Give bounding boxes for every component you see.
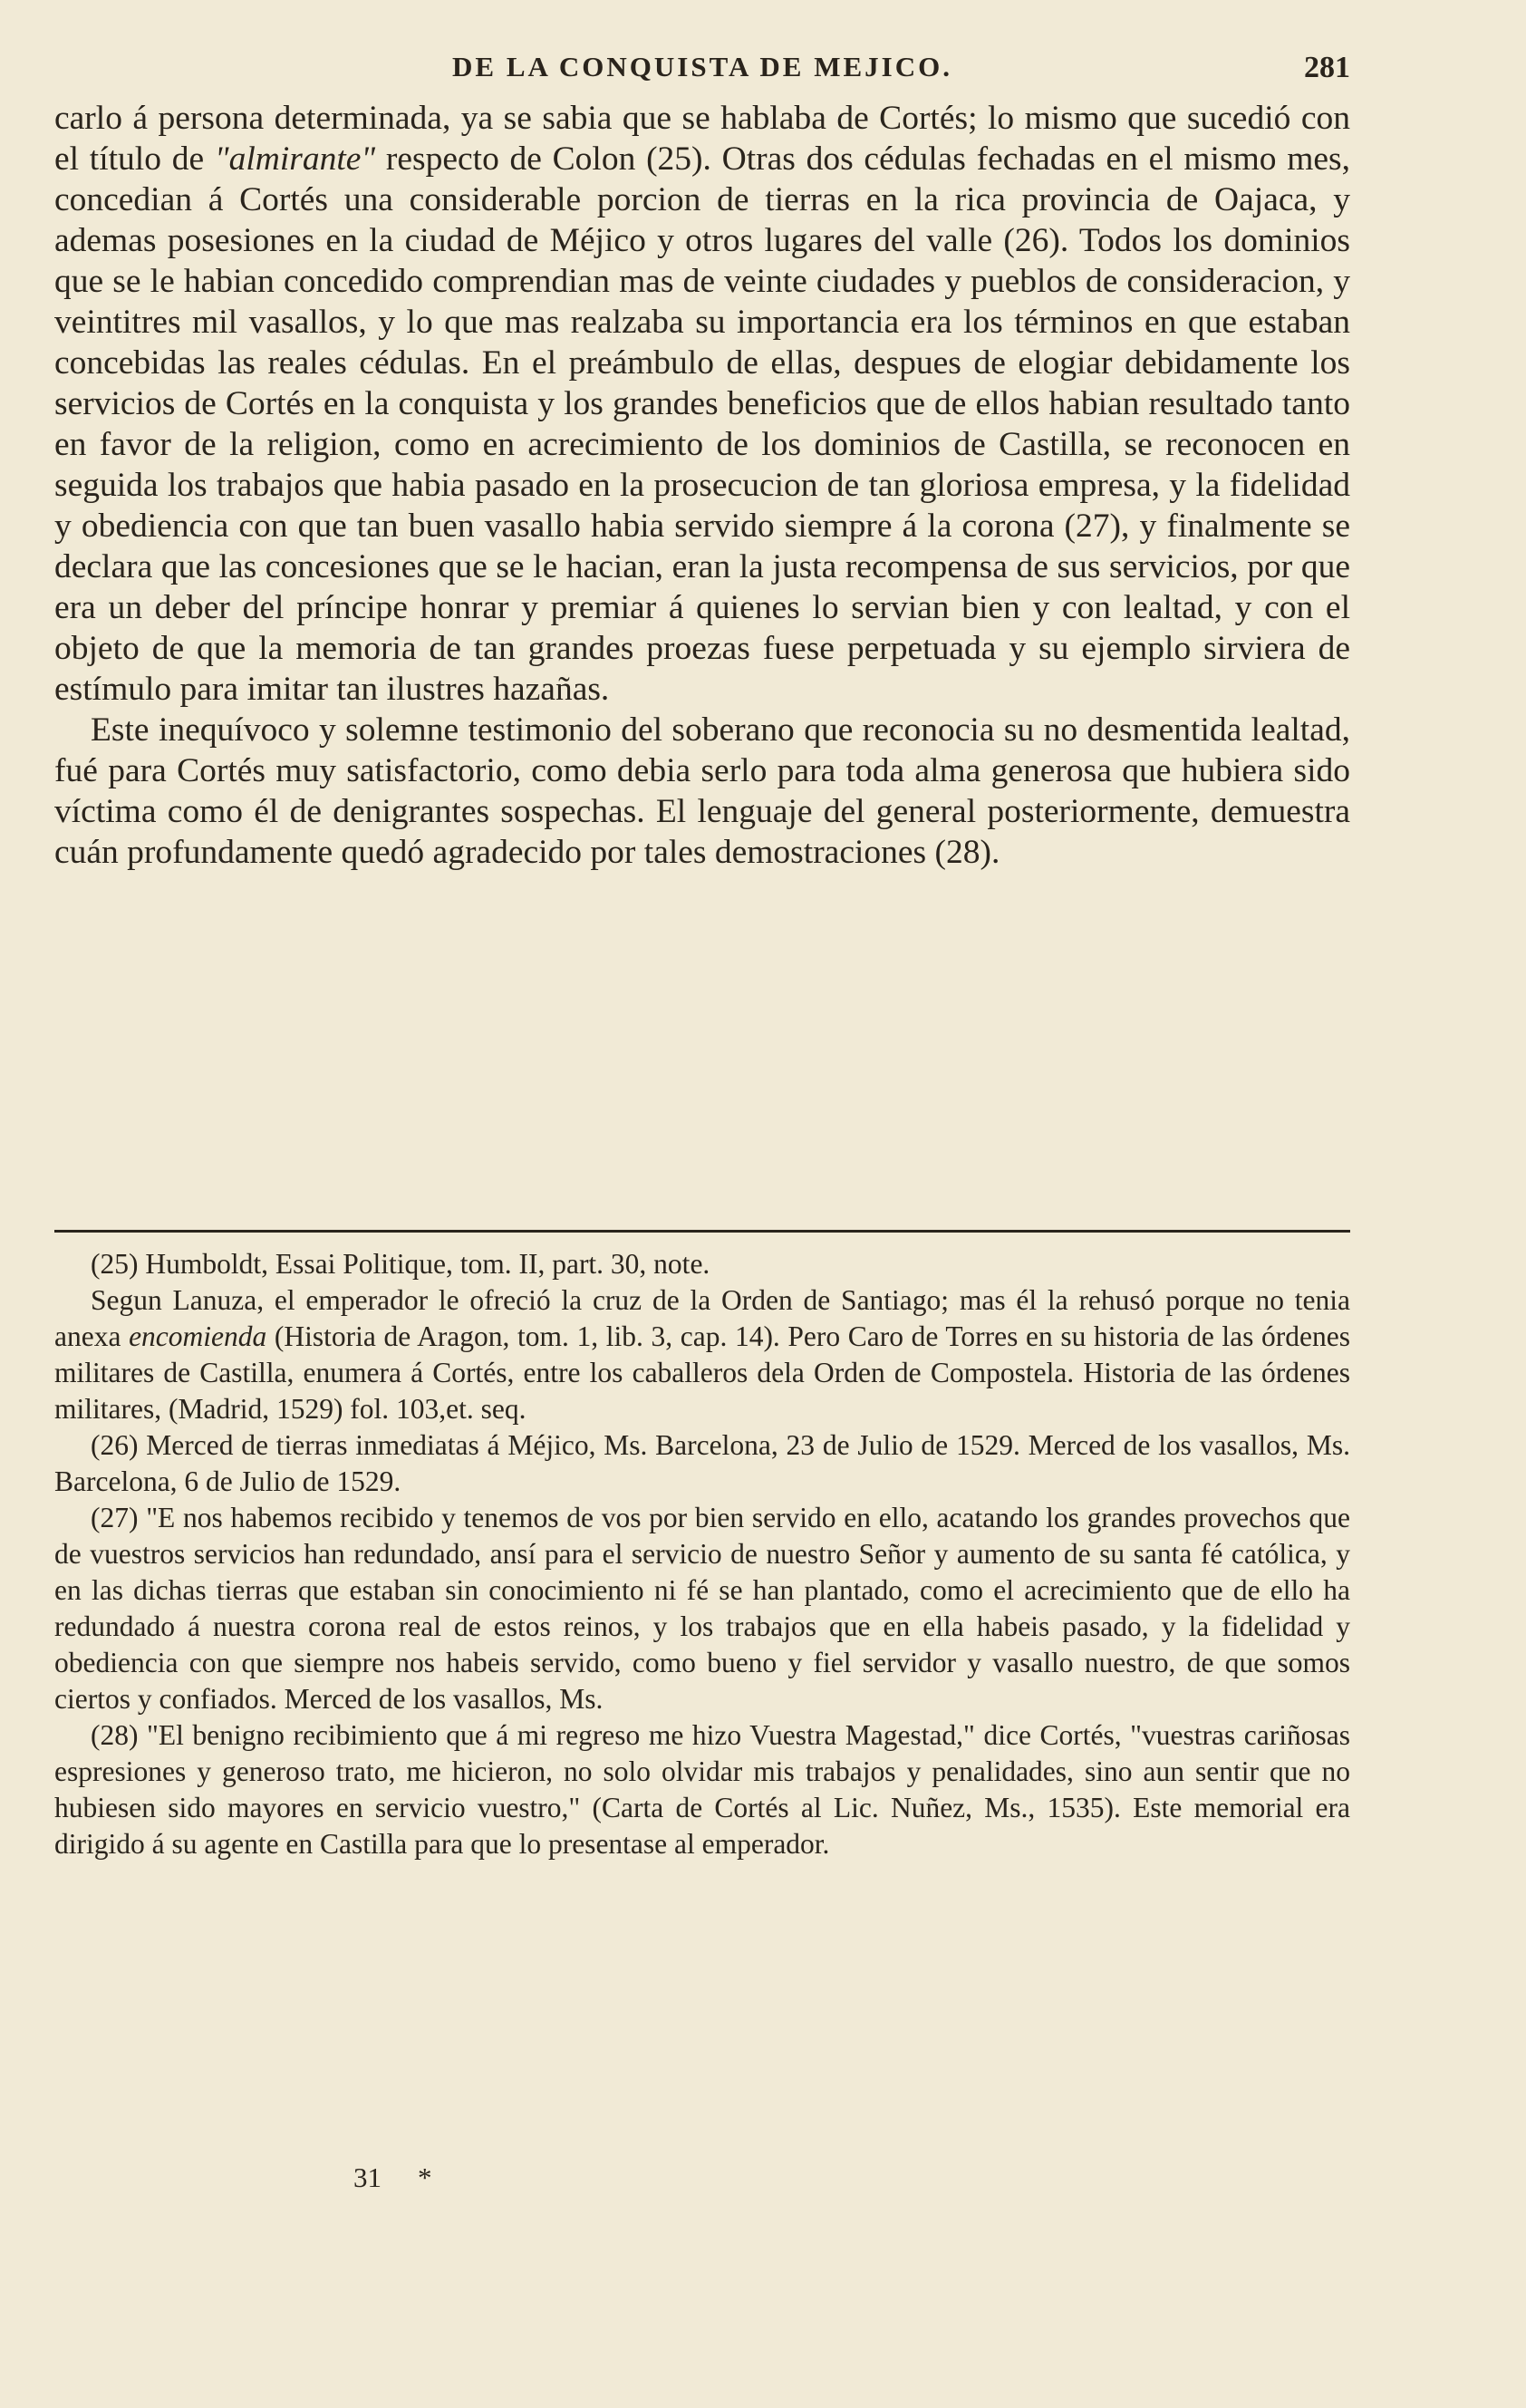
footnote-26: (26) Merced de tierras inmediatas á Méjico, Ms. Barcelona, 23 de Julio de 1529. Merced de los vasallos, Ms. Barcelona, 6 de Julio de 1529. xyxy=(54,1429,1350,1497)
paragraph-1 xyxy=(54,98,1350,710)
footnote-25-continuation xyxy=(54,1282,1350,1427)
footnote-divider xyxy=(54,1230,1350,1233)
footnote-25-text-b: (Historia de Aragon, tom. 1, lib. 3, cap. 14). Pero Caro de Torres en su historia de las órdenes militares de Castilla, enumera á Cortés, entre los caballeros dela Orden de Compostela. Historia de las órdenes militares, (Madrid, 1529) fol. 103,et. seq. xyxy=(54,1320,1350,1425)
page-number: 281 xyxy=(1304,51,1350,84)
footnote-25-emphasis: encomienda xyxy=(129,1320,267,1352)
footnotes xyxy=(54,1246,1350,1862)
running-head: DE LA CONQUISTA DE MEJICO. xyxy=(452,51,952,82)
printer-signature xyxy=(353,2161,468,2194)
main-text xyxy=(54,98,1350,873)
paragraph-1-emphasis: "almirante" xyxy=(214,140,376,178)
paragraph-2: Este inequívoco y solemne testimonio del soberano que reconocia su no desmentida lealtad, fué para Cortés muy satisfactorio, como debia serlo para toda alma generosa que hubiera sido víctima como él de denigrantes sospechas. El lenguaje del general posteriormente, demuestra cuán profundamente quedó agradecido por tales demostraciones (28). xyxy=(54,711,1350,871)
paragraph-1-text-a: carlo á persona determinada, ya se sabia que se hablaba de Cortés; lo mismo que sucedió con el título de xyxy=(54,100,1350,178)
footnote-28: (28) "El benigno recibimiento que á mi regreso me hizo Vuestra Magestad," dice Cortés, "vuestras cariñosas espresiones y generoso trato, me hicieron, no solo olvidar mis trabajos y penalidades, sino aun sentir que no hubiesen sido mayores en servicio vuestro," (Carta de Cortés al Lic. Nuñez, Ms., 1535). Este memorial era dirigido á su agente en Castilla para que lo presentase al emperador. xyxy=(54,1719,1350,1860)
footnote-27: (27) "E nos habemos recibido y tenemos de vos por bien servido en ello, acatando los grandes provechos que de vuestros servicios han redundado, ansí para el servicio de nuestro Señor y aumento de su santa fé católica, y en las dichas tierras que estaban sin conocimiento ni fé se han plantado, como el acrecimiento que de ello ha redundado á nuestra corona real de estos reinos, y los trabajos que en ella habeis pasado, y la fidelidad y obediencia con que siempre nos habeis servido, como bueno y fiel servidor y vasallo nuestro, de que somos ciertos y confiados. Merced de los vasallos, Ms. xyxy=(54,1502,1350,1715)
signature-mark: * xyxy=(418,2161,432,2193)
signature-number: 31 xyxy=(353,2161,382,2193)
page-header xyxy=(54,51,1350,96)
paragraph-1-text-b: respecto de Colon (25). Otras dos cédulas fechadas en el mismo mes, concedian á Cortés una considerable porcion de tierras en la rica provincia de Oajaca, y ademas posesiones en la ciudad de Méjico y otros lugares del valle (26). Todos los dominios que se le habian concedido comprendian mas de veinte ciudades y pueblos de consideracion, y veintitres mil vasallos, y lo que mas realzaba su importancia era los términos en que estaban concebidas las reales cédulas. En el preámbulo de ellas, despues de elogiar debidamente los servicios de Cortés en la conquista y los grandes beneficios que de ellos habian resultado tanto en favor de la religion, como en acrecimiento de los dominios de Castilla, se reconocen en seguida los trabajos que habia pasado en la prosecucion de tan gloriosa empresa, y la fidelidad y obediencia con que tan buen vasallo habia servido siempre á la corona (27), y finalmente se declara que las concesiones que se le hacian, eran la justa recompensa de sus servicios, por que era un deber del príncipe honrar y premiar á quienes lo servian bien y con lealtad, y con el objeto de que la memoria de tan grandes proezas fuese perpetuada y su ejemplo sirviera de estímulo para imitar tan ilustres hazañas. xyxy=(54,140,1351,708)
footnote-25: (25) Humboldt, Essai Politique, tom. II, part. 30, note. xyxy=(91,1248,710,1280)
footnote-25-text-a: Segun Lanuza, el emperador le ofreció la cruz de la Orden de Santiago; mas él la rehusó porque no tenia anexa xyxy=(54,1284,1350,1352)
